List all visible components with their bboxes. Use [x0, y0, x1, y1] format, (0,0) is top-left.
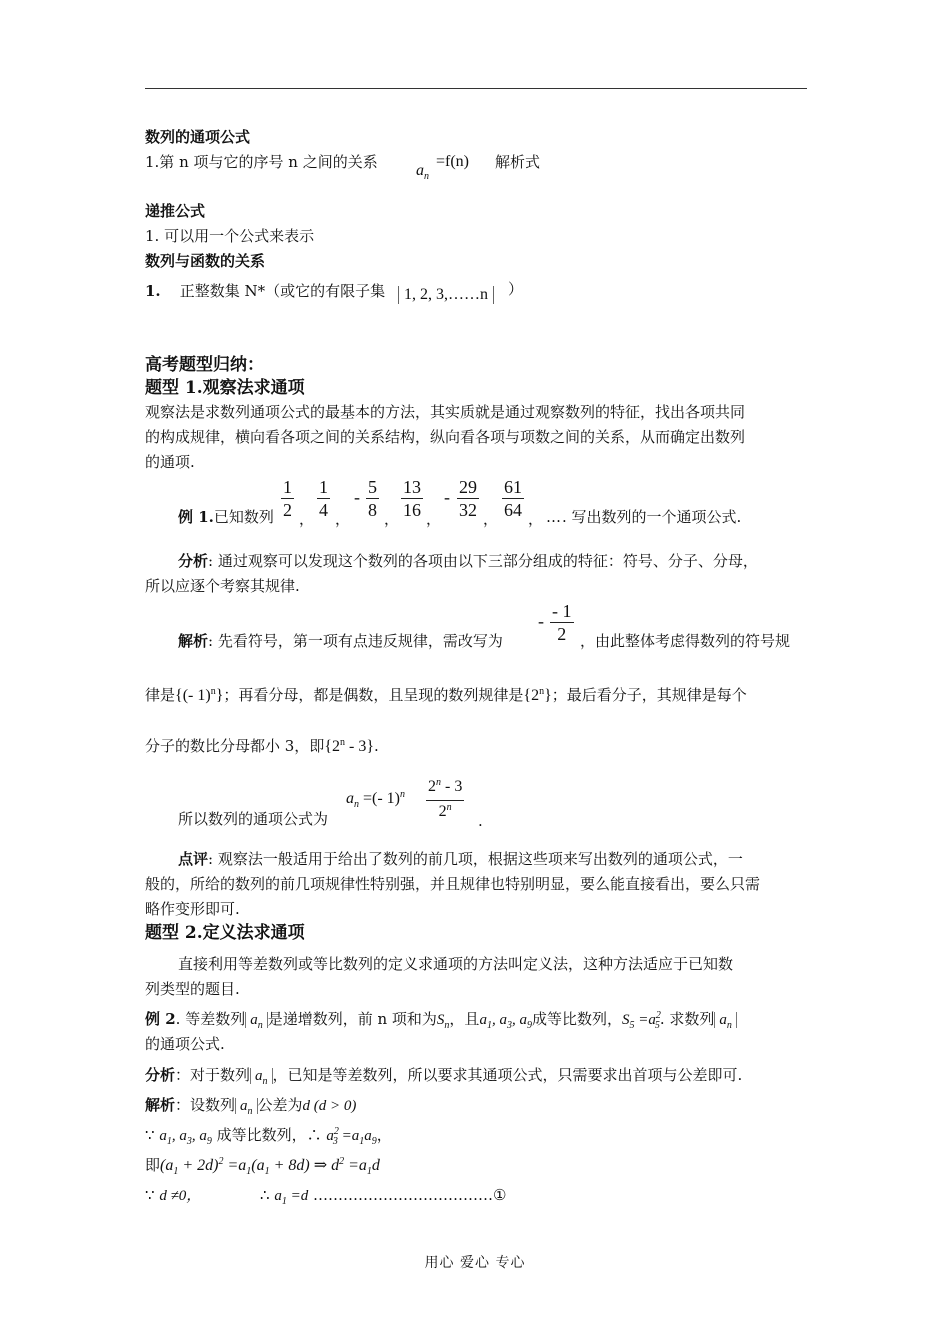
fn-formula: =f(n)	[436, 153, 470, 170]
general-term-formula-lhs: $a_n$ =(- 1)$^n$	[346, 789, 406, 810]
recursion-item: 1. 可以用一个公式来表示	[145, 227, 315, 245]
solution2-line: ∵ d ≠0，	[145, 1186, 202, 1204]
page-footer: 用心 爱心 专心	[424, 1255, 526, 1271]
minus-sign: -	[354, 487, 360, 507]
analysis2-line: 分析：对于数列 $a_n$ ，已知是等差数列，所以要求其通项公式，只需要求出首项与公差即可.	[145, 1066, 743, 1087]
ellipsis: …	[546, 508, 561, 526]
example2-line: 的通项公式.	[145, 1035, 225, 1053]
close-paren: ）	[508, 280, 524, 298]
sequence-term-fraction: $\frac{61}{64}$	[504, 477, 522, 520]
solution1-line: 解析: 先看符号，第一项有点违反规律，需改写为	[178, 632, 503, 650]
comma: ，	[384, 510, 400, 528]
solution1-line: ，由此整体考虑得数列的符号规	[580, 632, 791, 650]
solution2-line: ∵ $a_1$, $a_3$, $a_9$ 成等比数列，∴ $a^2_3 =a_1a_9$，	[145, 1126, 392, 1147]
solution2-conclusion: ∴ $a_1 =d$ ………………………………①	[260, 1186, 507, 1207]
comma: ，	[528, 510, 544, 528]
period: .	[478, 812, 483, 830]
rewritten-first-term: $\frac{- 1}{2}$	[552, 601, 572, 644]
type1-para-line: 的通项.	[145, 453, 195, 471]
section-title-general-term: 数列的通项公式	[145, 128, 251, 146]
header-rule	[145, 88, 807, 89]
type1-title: 题型 1.观察法求通项	[145, 378, 305, 398]
solution2-line: 解析：设数列 $a_n$ 公差为d (d > 0)	[145, 1096, 357, 1117]
comment1-line: 略作变形即可.	[145, 900, 240, 918]
analytic-expression-label: 解析式	[495, 153, 541, 171]
sequence-term-fraction: $\frac{1}{2}$	[283, 477, 292, 520]
comma: ，	[299, 510, 315, 528]
solution2-line: 即$(a_1 + 2d)^2 =a_1(a_1 + 8d)$ ⇒ $d^2 =a_1d$	[145, 1156, 380, 1177]
example2-line: 例 2. 等差数列 $a_n$ 是递增数列，前 n 项和为$S_n$，且$a_1$, $a_3$, $a_9$成等比数列，$S_5 =a^2_5$. 求数列 $a_n$	[145, 1010, 737, 1031]
comma: ，	[335, 510, 351, 528]
section-title-recursion: 递推公式	[145, 202, 206, 220]
solution1-line3: 分子的数比分母都小 3，即{2$^n$ - 3}.	[145, 737, 379, 755]
comma: ，	[426, 510, 442, 528]
solution1-line2: 律是{(- 1)$^n$}；再看分母，都是偶数，且呈现的数列规律是{2$^n$}；最后看分子，其规律是每个	[145, 686, 747, 704]
sequence-term-fraction: $\frac{29}{32}$	[459, 477, 477, 520]
analysis1-line: 所以应逐个考察其规律.	[145, 577, 300, 595]
minus-sign: -	[444, 487, 450, 507]
sequence-term-fraction: $\frac{1}{4}$	[319, 477, 328, 520]
type2-para-line: 列类型的题目.	[145, 980, 240, 998]
sequence-term-fraction: $\frac{5}{8}$	[368, 477, 377, 520]
type2-para-line: 直接利用等差数列或等比数列的定义求通项的方法叫定义法，这种方法适应于已知数	[178, 955, 734, 973]
comma: ，	[483, 510, 499, 528]
comment1-line: 般的，所给的数列的前几项规律性特别强，并且规律也特别明显，要么能直接看出，要么只需	[145, 875, 761, 893]
general-term-formula-fraction: $\frac{2^n - 3}{2^n}$	[428, 777, 463, 820]
type1-para-line: 的构成规律，横向看各项之间的关系结构，纵向看各项与项数之间的关系，从而确定出数列	[145, 428, 746, 446]
formula-intro: 所以数列的通项公式为	[178, 810, 329, 828]
functions-item: 1. 正整数集 N*（或它的有限子集	[145, 282, 386, 300]
comment1-line: 点评: 观察法一般适用于给出了数列的前几项，根据这些项来写出数列的通项公式，一	[178, 850, 743, 868]
general-term-line: 1.第 n 项与它的序号 n 之间的关系	[145, 153, 378, 171]
minus-sign: -	[538, 611, 544, 631]
type2-title: 题型 2.定义法求通项	[145, 923, 305, 943]
type1-para-line: 观察法是求数列通项公式的最基本的方法，其实质就是通过观察数列的特征，找出各项共同	[145, 403, 746, 421]
finite-subset: 1, 2, 3,……n	[398, 286, 494, 304]
analysis1-line: 分析: 通过观察可以发现这个数列的各项由以下三部分组成的特征：符号、分子、分母，	[178, 552, 758, 570]
example1-intro: 例 1.已知数列	[178, 508, 274, 526]
section-title-functions: 数列与函数的关系	[145, 252, 266, 270]
an-formula: $a_n$	[416, 162, 429, 182]
summary-title: 高考题型归纳：	[145, 355, 264, 375]
sequence-term-fraction: $\frac{13}{16}$	[403, 477, 421, 520]
example1-task: . 写出数列的一个通项公式.	[562, 508, 742, 526]
